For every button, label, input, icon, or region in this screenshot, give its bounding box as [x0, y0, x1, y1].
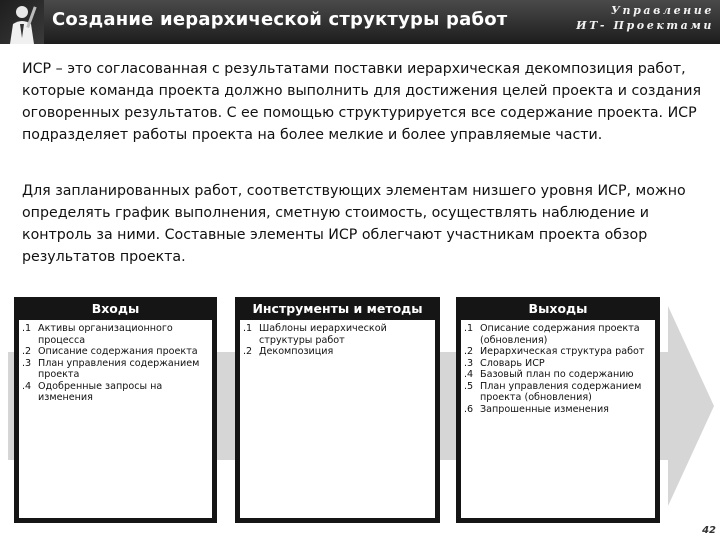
paragraph-wbs-usage: Для запланированных работ, соответствующих элементам низшего уровня ИСР, можно определять график выполнения, сметную стоимость, осуществлять наблюдение и контроль за ними. Составные элементы ИСР облегчают участникам проекта обзор результатов проекта. — [22, 183, 686, 265]
list-item — [243, 323, 432, 346]
item-text: Словарь ИСР — [480, 357, 545, 369]
panel-tools-and-methods — [235, 297, 440, 523]
item-text: План управления содержанием проекта (обновления) — [480, 380, 642, 403]
page-number: 42 — [702, 525, 716, 536]
item-number: .2 — [22, 346, 32, 357]
item-text: Описание содержания проекта (обновления) — [480, 323, 640, 346]
item-number: .1 — [243, 323, 253, 334]
list-item — [464, 358, 652, 370]
panel-body — [19, 320, 212, 518]
brand-logo-text — [576, 3, 714, 33]
list-item — [22, 346, 209, 358]
panel-heading: Инструменты и методы — [252, 301, 423, 316]
panel-inputs — [14, 297, 217, 523]
list-item — [243, 346, 432, 358]
list-item — [464, 346, 652, 358]
item-text: Одобренные запросы на изменения — [38, 380, 163, 403]
item-text: Декомпозиция — [259, 346, 334, 357]
item-number: .3 — [464, 357, 474, 369]
item-number: .5 — [464, 380, 474, 392]
item-text: План управления содержанием проекта — [38, 357, 200, 380]
item-number: .1 — [22, 323, 32, 334]
panel-heading: Входы — [91, 301, 140, 316]
page-title: Создание иерархической структуры работ — [52, 9, 508, 30]
panel-body — [461, 320, 655, 518]
list-item — [464, 381, 652, 404]
brand-line-1: Управление — [610, 4, 714, 17]
list-item — [464, 323, 652, 346]
item-text: Шаблоны иерархической структуры работ — [259, 323, 387, 346]
item-number: .1 — [464, 323, 474, 334]
item-text: Описание содержания проекта — [38, 346, 198, 357]
panel-heading: Выходы — [528, 301, 588, 316]
item-text: Активы организационного процесса — [38, 323, 173, 346]
list-item — [22, 358, 209, 381]
item-number: .3 — [22, 357, 32, 369]
item-number: .6 — [464, 403, 474, 415]
item-text: Запрошенные изменения — [480, 403, 609, 415]
list-item — [464, 369, 652, 381]
item-number: .2 — [243, 346, 253, 357]
brand-line-2: ИТ- Проектами — [576, 19, 714, 32]
presenter-logo — [0, 0, 44, 44]
paragraph-wbs-definition: ИСР – это согласованная с результатами поставки иерархическая декомпозиция работ, которые команда проекта должно выполнить для достижения целей проекта и создания оговоренных результатов. С ее помощью структурируется все содержание проекта. ИСР подразделяет работы проекта на более мелкие и более управляемые части. — [22, 61, 702, 143]
slide-header — [0, 0, 720, 44]
item-number: .4 — [464, 369, 474, 380]
list-item — [22, 381, 209, 404]
panel-body — [240, 320, 435, 518]
panel-outputs — [456, 297, 660, 523]
item-text: Базовый план по содержанию — [480, 369, 634, 380]
list-item — [464, 404, 652, 416]
list-item — [22, 323, 209, 346]
item-number: .4 — [22, 380, 32, 392]
item-text: Иерархическая структура работ — [480, 346, 645, 357]
item-number: .2 — [464, 346, 474, 357]
